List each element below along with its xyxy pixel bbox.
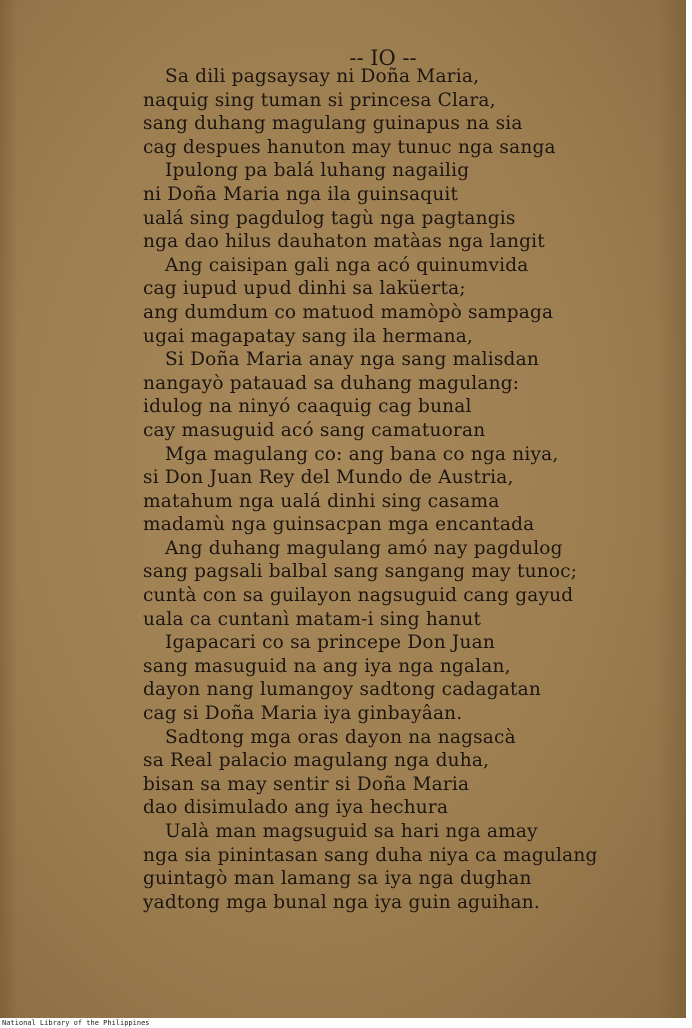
poem-line: yadtong mga bunal nga iya guin aguihan. [143,891,540,913]
stanza-first-line: Mga magulang co: ang bana co nga niya, [165,443,559,465]
poem-line: sang masuguid na ang iya nga ngalan, [143,655,511,677]
library-credit: National Library of the Philippines [2,1019,150,1027]
poem-line: ang dumdum co matuod mamòpò sampaga [143,301,554,323]
poem-line: madamù nga guinsacpan mga encantada [143,514,535,536]
stanza-first-line: Ipulong pa balá luhang nagailig [165,160,470,182]
poem-line: cay masuguid acó sang camatuoran [143,419,486,441]
poem-line: cag iupud upud dinhi sa laküerta; [143,278,466,300]
stanza-first-line: Sadtong mga oras dayon na nagsacà [165,726,516,748]
poem-line: idulog na ninyó caaquig cag bunal [143,396,472,418]
poem-line: dayon nang lumangoy sadtong cadagatan [143,679,541,701]
stanza-first-line: Si Doña Maria anay nga sang malisdan [165,349,539,371]
poem-line: uala ca cuntanì matam-i sing hanut [143,608,482,630]
poem-line: ualá sing pagdulog tagù nga pagtangis [143,207,516,229]
poem-line: si Don Juan Rey del Mundo de Austria, [143,467,514,489]
poem-line: matahum nga ualá dinhi sing casama [143,490,500,512]
stanza-first-line: Ualà man magsuguid sa hari nga amay [165,821,538,842]
poem-line: naquig sing tuman si princesa Clara, [143,89,496,111]
poem-line: ni Doña Maria nga ila guinsaquit [143,183,459,205]
poem-line: dao disimulado ang iya hechura [143,797,449,819]
poem-line: sang pagsali balbal sang sangang may tunoc; [143,561,578,583]
poem-text [143,65,663,914]
poem-line: guintagò man lamang sa iya nga dughan [143,868,532,890]
poem-line: sa Real palacio magulang nga duha, [143,750,490,772]
stanza-first-line: Sa dili pagsaysay ni Doña Maria, [165,66,480,87]
poem-line: nga sia pinintasan sang duha niya ca magulang [143,844,598,866]
stanza-first-line: Ang caisipan gali nga acó quinumvida [165,254,529,276]
poem-line: nga dao hilus dauhaton matàas nga langit [143,231,545,253]
poem-line: cag despues hanuton may tunuc nga sanga [143,136,556,158]
page-shadow-left [0,0,18,1018]
poem-line: bisan sa may sentir si Doña Maria [143,773,470,795]
poem-line: sang duhang magulang guinapus na sia [143,113,523,135]
stanza-first-line: Igapacari co sa princepe Don Juan [165,632,496,654]
poem-line: cuntà con sa guilayon nagsuguid cang gayud [143,585,574,607]
stanza-first-line: Ang duhang magulang amó nay pagdulog [165,537,563,559]
page-number: -- IO -- [349,46,417,70]
poem-line: cag si Doña Maria iya ginbayâan. [143,703,463,725]
poem-line: ugai magapatay sang ila hermana, [143,325,474,347]
poem-line: nangayò patauad sa duhang magulang: [143,372,520,394]
